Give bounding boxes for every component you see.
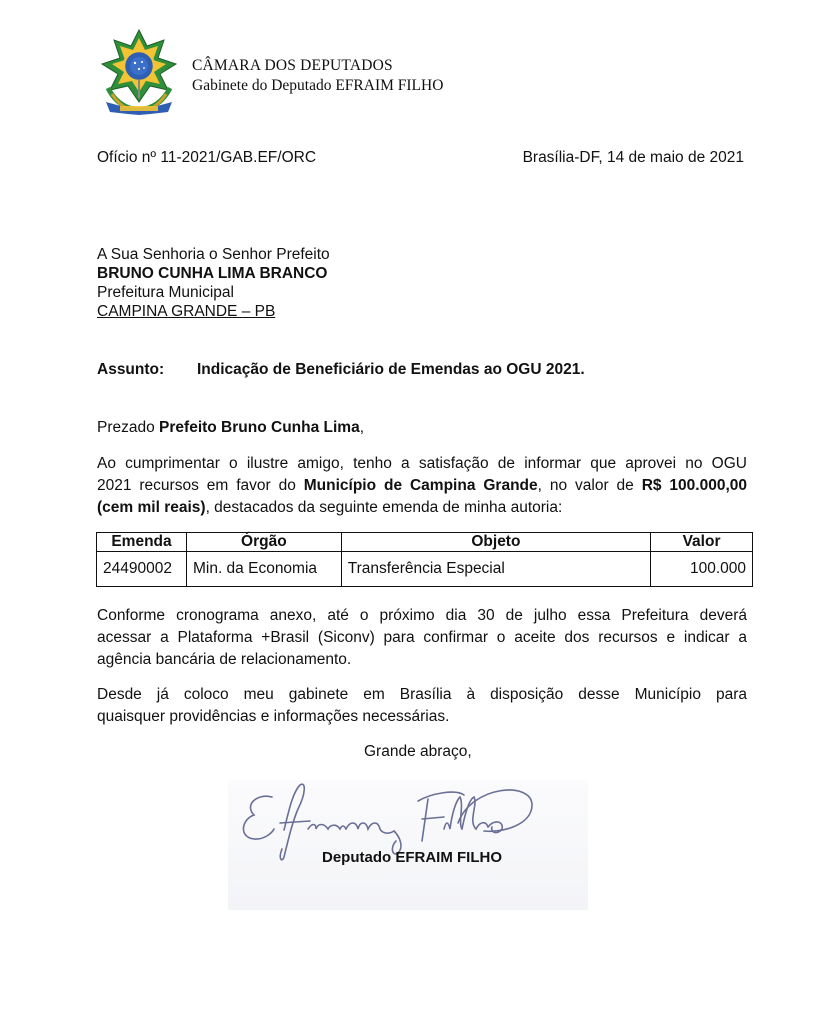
column-header: Emenda <box>97 533 187 552</box>
office-name: Gabinete do Deputado EFRAIM FILHO <box>192 77 444 94</box>
table-cell: Transferência Especial <box>341 552 650 587</box>
table-cell: 24490002 <box>97 552 187 587</box>
subject-label: Assunto: <box>97 361 165 378</box>
subject-text: Indicação de Beneficiário de Emendas ao OGU 2021. <box>197 361 585 378</box>
recipient-city: CAMPINA GRANDE – PB <box>97 303 276 320</box>
table-cell: Min. da Economia <box>186 552 341 587</box>
closing: Grande abraço, <box>364 743 472 760</box>
recipient-salutation: A Sua Senhoria o Senhor Prefeito <box>97 246 330 263</box>
amendment-table <box>96 532 753 587</box>
place-date: Brasília-DF, 14 de maio de 2021 <box>522 149 744 166</box>
paragraph-availability: Desde já coloco meu gabinete em Brasília à disposição desse Município para quaisquer providências e informações necessárias. <box>97 686 747 725</box>
recipient-name: BRUNO CUNHA LIMA BRANCO <box>97 265 328 282</box>
greeting: Prezado Prefeito Bruno Cunha Lima, <box>97 419 365 436</box>
brazil-coat-of-arms-icon <box>98 28 180 116</box>
table-header-row <box>97 533 753 552</box>
signatory-name: Deputado EFRAIM FILHO <box>322 849 502 866</box>
table-cell: 100.000 <box>651 552 753 587</box>
column-header: Valor <box>651 533 753 552</box>
paragraph-appropriation: Ao cumprimentar o ilustre amigo, tenho a satisfação de informar que aprovei no OGU 2021 recursos em favor do Município de Campina Grande, no valor de R$ 100.000,00 (cem mil reais), destacados da seguinte emenda de minha autoria: <box>97 455 747 516</box>
column-header: Objeto <box>341 533 650 552</box>
table-row <box>97 552 753 587</box>
document-reference: Ofício nº 11-2021/GAB.EF/ORC <box>97 149 317 166</box>
recipient-institution: Prefeitura Municipal <box>97 284 234 301</box>
column-header: Órgão <box>186 533 341 552</box>
institution-name: CÂMARA DOS DEPUTADOS <box>192 57 393 74</box>
paragraph-deadline: Conforme cronograma anexo, até o próximo dia 30 de julho essa Prefeitura deverá acessar a Plataforma +Brasil (Siconv) para confirmar o aceite dos recursos e indicar a agência bancária de relacionamento. <box>97 607 747 668</box>
